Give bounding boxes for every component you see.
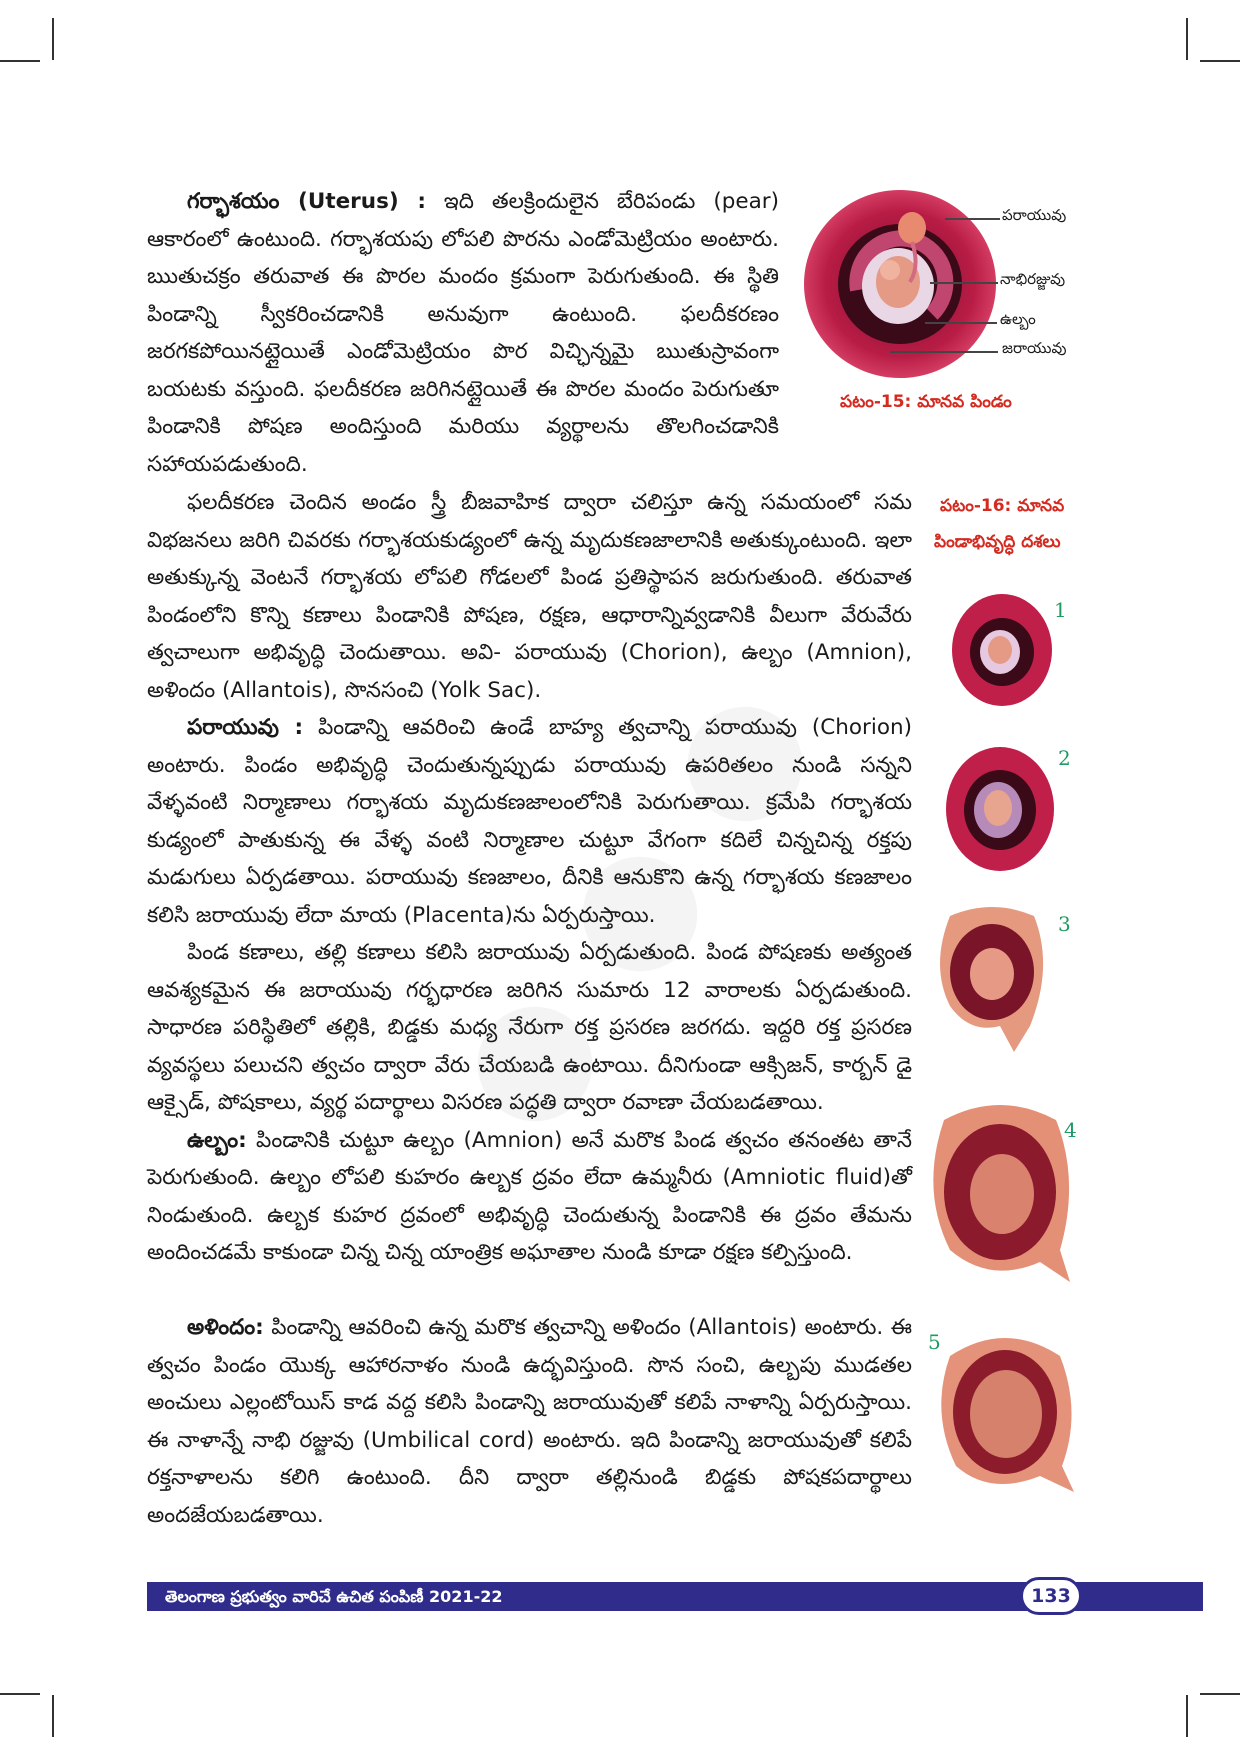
label-umbilical-cord: నాభిరజ్జువు	[1000, 270, 1066, 288]
figure-15-caption: పటం-15: మానవ పిండం	[840, 392, 1012, 412]
stage-number-5: 5	[928, 1330, 941, 1354]
label-amnion: ఉల్బం	[1000, 310, 1036, 328]
stage-3-image	[930, 906, 1054, 1058]
paragraph-fertilization: ఫలదీకరణ చెందిన అండం స్త్రీ బీజవాహిక ద్వారా చలిస్తూ ఉన్న సమయంలో సమ విభజనలు జరిగి చివరకు గర్భాశయకుడ్యంలో ఉన్న మృదుకణజాలానికి అతుక్కుంటుంది. ఇలా అతుక్కున్న వెంటనే గర్భాశయ లోపలి గోడలలో పిండ ప్రతిస్థాపన జరుగుతుంది. తరువాత పిండంలోని కొన్ని కణాలు పిండానికి పోషణ, రక్షణ, ఆధారాన్నివ్వడానికి వీలుగా వేరువేరు త్వచాలుగా అభివృద్ధి చెందుతాయి. అవి- పరాయువు (Chorion), ఉల్బం (Amnion), అళిందం (Allantois), సొనసంచి (Yolk Sac).	[147, 490, 912, 703]
embryo-stage-3	[930, 906, 1054, 1054]
paragraph-uterus: గర్భాశయం (Uterus) : ఇది తలక్రిందులైన బేరిపండు (pear) ఆకారంలో ఉంటుంది. గర్భాశయపు లోపలి పొరను ఎండోమెట్రియం అంటారు. ఋతుచక్రం తరువాత ఈ పొరల మందం క్రమంగా పెరుగుతుంది. ఈ స్థితి పిండాన్ని స్వీకరించడానికి అనువుగా ఉంటుంది. ఫలదీకరణం జరగకపోయినట్లైయితే ఎండోమెట్రియం పొర విచ్ఛిన్నమై ఋతుస్రావంగా బయటకు వస్తుంది. ఫలదీకరణ జరిగినట్లైయితే ఈ పొరల మందం పెరుగుతూ పిండానికి పోషణ అందిస్తుంది మరియు వ్యర్థాలను తొలగించడానికి సహాయపడుతుంది.	[147, 189, 779, 477]
paragraph-placenta: పిండ కణాలు, తల్లి కణాలు కలిసి జరాయువు ఏర్పడుతుంది. పిండ పోషణకు అత్యంత ఆవశ్యకమైన ఈ జరాయువు గర్భధారణ జరిగిన సుమారు 12 వారాలకు ఏర్పడుతుంది. సాధారణ పరిస్థితిలో తల్లికి, బిడ్డకు మధ్య నేరుగా రక్త ప్రసరణ జరగదు. ఇద్దరి రక్త ప్రసరణ వ్యవస్థలు పలుచని త్వచం ద్వారా వేరు చేయబడి ఉంటాయి. దీనిగుండా ఆక్సిజన్, కార్బన్ డై ఆక్సైడ్, పోషకాలు, వ్యర్థ పదార్థాలు విసరణ పద్ధతి ద్వారా రవాణా చేయబడతాయి.	[147, 940, 913, 1115]
stage-5-image	[930, 1326, 1080, 1498]
stage-number-3: 3	[1058, 912, 1071, 936]
term-chorion: పరాయువు :	[187, 715, 304, 740]
term-allantois: అళిందం:	[187, 1315, 264, 1340]
crop-mark	[1186, 1695, 1188, 1737]
term-uterus: గర్భాశయం (Uterus) :	[187, 189, 426, 214]
main-text	[147, 484, 912, 1534]
paragraph-amnion: ఉల్బం: పిండానికి చుట్టూ ఉల్బం (Amnion) అనే మరొక పిండ త్వచం తనంతట తానే పెరుగుతుంది. ఉల్బం లోపలి కుహరం ఉల్బక ద్రవం లేదా ఉమ్మనీరు (Amniotic fluid)తో నిండుతుంది. ఉల్బక కుహర ద్రవంలో అభివృద్ధి చెందుతున్న పిండానికి ఈ ద్రవం తేమను అందించడమే కాకుండా చిన్న చిన్న యాంత్రిక అఘాతాల నుండి కూడా రక్షణ కల్పిస్తుంది.	[147, 1127, 912, 1265]
embryo-illustration	[800, 186, 1000, 382]
crop-mark	[1200, 1693, 1240, 1695]
crop-mark	[1186, 18, 1188, 60]
paragraph-allantois: అళిందం: పిండాన్ని ఆవరించి ఉన్న మరొక త్వచాన్ని అళిందం (Allantois) అంటారు. ఈ త్వచం పిండం యొక్క ఆహారనాళం నుండి ఉద్భవిస్తుంది. సొన సంచి, ఉల్బపు ముడతల అంచులు ఎల్లంటోయిస్ కాడ వద్ద కలిసి పిండాన్ని జరాయువుతో కలిపే నాళాన్ని ఏర్పరుస్తాయి. ఈ నాళాన్నే నాభి రజ్జువు (Umbilical cord) అంటారు. ఇది పిండాన్ని జరాయువుతో కలిపే రక్తనాళాలను కలిగి ఉంటుంది. దీని ద్వారా తల్లినుండి బిడ్డకు పోషకపదార్థాలు అందజేయబడతాయి.	[147, 1315, 912, 1528]
stage-2-image	[944, 744, 1056, 878]
embryo-stage-2	[944, 744, 1056, 874]
label-line	[930, 282, 998, 284]
embryo-stage-4	[920, 1100, 1080, 1286]
label-line	[890, 351, 998, 353]
embryo-stage-1	[950, 592, 1054, 708]
figure-16-caption-line1: పటం-16: మానవ	[940, 496, 1065, 516]
term-amnion: ఉల్బం:	[187, 1127, 247, 1153]
label-placenta: జరాయువు	[1002, 339, 1067, 357]
stage-number-1: 1	[1054, 598, 1067, 622]
stage-number-2: 2	[1058, 746, 1071, 770]
label-line	[945, 218, 1000, 220]
crop-mark	[52, 18, 54, 60]
stage-1-image	[950, 592, 1054, 712]
crop-mark	[1200, 60, 1240, 62]
footer-text: తెలంగాణ ప్రభుత్వం వారిచే ఉచిత పంపిణీ 2021-22	[165, 1587, 503, 1606]
crop-mark	[0, 60, 40, 62]
figure-15-embryo	[800, 186, 1000, 382]
label-chorion: పరాయువు	[1002, 206, 1067, 224]
label-line	[925, 322, 997, 324]
figure-16-caption-line2: పిండాభివృద్ధి దశలు	[934, 532, 1061, 552]
embryo-stage-5	[930, 1326, 1080, 1494]
crop-mark	[0, 1693, 40, 1695]
stage-number-4: 4	[1064, 1118, 1077, 1142]
paragraph-chorion: పరాయువు : పిండాన్ని ఆవరించి ఉండే బాహ్య త్వచాన్ని పరాయువు (Chorion) అంటారు. పిండం అభివృద్ధి చెందుతున్నప్పుడు పరాయువు ఉపరితలం నుండి సన్నని వేళ్ళవంటి నిర్మాణాలు గర్భాశయ మృదుకణజాలంలోనికి పెరుగుతాయి. క్రమేపి గర్భాశయ కుడ్యంలో పాతుకున్న ఈ వేళ్ళ వంటి నిర్మాణాల చుట్టూ వేగంగా కదిలే చిన్నచిన్న రక్తపు మడుగులు ఏర్పడతాయి. పరాయువు కణజాలం, దీనికి ఆనుకొని ఉన్న గర్భాశయ కణజాలం కలిసి జరాయువు లేదా మాయ (Placenta)ను ఏర్పరుస్తాయి.	[147, 715, 913, 928]
stage-4-image	[920, 1100, 1080, 1290]
crop-mark	[52, 1695, 54, 1737]
page-number: 133	[1020, 1577, 1082, 1615]
